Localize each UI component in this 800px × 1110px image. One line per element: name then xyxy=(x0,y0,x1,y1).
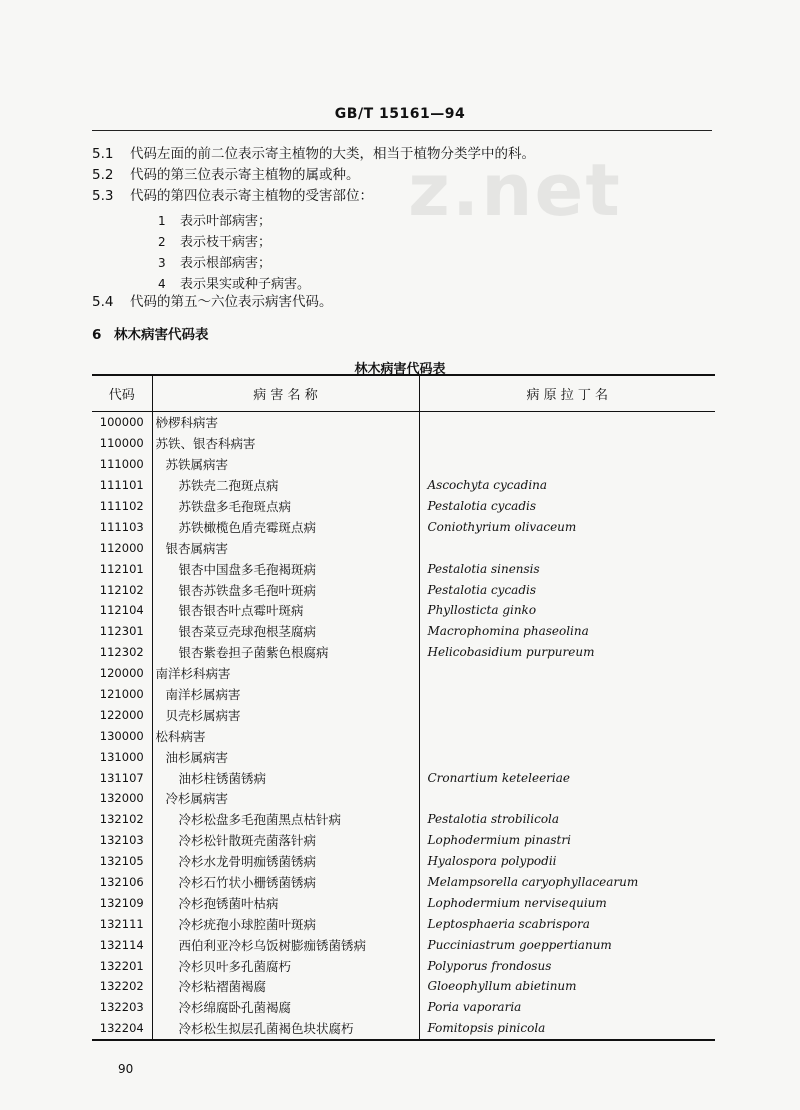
column-header-latin: 病 原 拉 丁 名 xyxy=(419,375,715,412)
pathogen-latin-cell: Melampsorella caryophyllacearum xyxy=(419,872,715,893)
disease-name-cell: 苏铁属病害 xyxy=(152,454,419,475)
sub-item-number: 4 xyxy=(158,277,166,291)
table-row xyxy=(92,746,715,767)
pathogen-latin-cell: Helicobasidium purpureum xyxy=(419,642,715,663)
disease-name-cell: 冷杉水龙骨明痂锈菌锈病 xyxy=(152,851,419,872)
pathogen-latin-cell: Polyporus frondosus xyxy=(419,955,715,976)
pathogen-latin-cell: Pestalotia cycadis xyxy=(419,496,715,517)
table-row xyxy=(92,621,715,642)
pathogen-latin-cell: Lophodermium pinastri xyxy=(419,830,715,851)
disease-name-cell: 冷杉石竹状小栅锈菌锈病 xyxy=(152,872,419,893)
code-cell: 132111 xyxy=(99,916,144,931)
sub-item-3 xyxy=(158,252,271,271)
disease-name-cell: 银杏紫卷担子菌紫色根腐病 xyxy=(152,642,419,663)
code-cell: 132114 xyxy=(99,937,144,952)
code-cell: 132105 xyxy=(99,854,144,869)
pathogen-latin-cell: Pestalotia sinensis xyxy=(419,558,715,579)
table-row xyxy=(92,600,715,621)
disease-name-cell: 冷杉松盘多毛孢菌黑点枯针病 xyxy=(152,809,419,830)
table-row xyxy=(92,809,715,830)
table-row xyxy=(92,934,715,955)
table-body xyxy=(92,412,715,1040)
sub-item-number: 1 xyxy=(158,214,166,228)
code-cell: 122000 xyxy=(99,707,144,722)
disease-name-cell: 苏铁、银杏科病害 xyxy=(152,433,419,454)
code-cell: 112102 xyxy=(99,582,144,597)
sub-item-4 xyxy=(158,273,310,292)
header-rule xyxy=(92,130,712,131)
pathogen-latin-cell: Macrophomina phaseolina xyxy=(419,621,715,642)
table-row xyxy=(92,976,715,997)
clause-number: 5.4 xyxy=(92,294,114,310)
pathogen-latin-cell: Ascochyta cycadina xyxy=(419,475,715,496)
pathogen-latin-cell xyxy=(419,684,715,705)
clause-5-4 xyxy=(92,292,732,312)
table-row xyxy=(92,454,715,475)
sub-item-text: 表示根部病害； xyxy=(180,256,272,271)
code-cell: 131000 xyxy=(99,749,144,764)
pathogen-latin-cell xyxy=(419,725,715,746)
clause-number: 5.1 xyxy=(92,146,114,162)
disease-name-cell: 冷杉贝叶多孔菌腐朽 xyxy=(152,955,419,976)
sub-item-text: 表示枝干病害； xyxy=(180,235,272,250)
section-number: 6 xyxy=(92,327,102,343)
code-cell: 111102 xyxy=(99,499,144,513)
table-row xyxy=(92,642,715,663)
pathogen-latin-cell: Gloeophyllum abietinum xyxy=(419,976,715,997)
disease-name-cell: 苏铁壳二孢斑点病 xyxy=(152,475,419,496)
code-cell: 120000 xyxy=(99,666,144,681)
code-cell: 112301 xyxy=(99,624,144,639)
disease-name-cell: 银杏中国盘多毛孢褐斑病 xyxy=(152,558,419,579)
table-row xyxy=(92,892,715,913)
disease-name-cell: 松科病害 xyxy=(152,725,419,746)
pathogen-latin-cell: Cronartium keteleeriae xyxy=(419,767,715,788)
code-cell: 111101 xyxy=(99,478,144,493)
code-cell: 100000 xyxy=(99,415,144,430)
disease-name-cell: 冷杉松生拟层孔菌褐色块状腐朽 xyxy=(152,1018,419,1040)
code-cell: 132203 xyxy=(99,1000,144,1015)
table-row xyxy=(92,851,715,872)
code-cell: 132202 xyxy=(99,979,144,994)
page-number: 90 xyxy=(118,1062,134,1076)
clause-5-3 xyxy=(92,186,732,206)
code-cell: 132106 xyxy=(99,875,144,890)
table-row xyxy=(92,704,715,725)
disease-name-cell: 油杉柱锈菌锈病 xyxy=(152,767,419,788)
disease-name-cell: 银杏菜豆壳球孢根茎腐病 xyxy=(152,621,419,642)
code-cell: 132204 xyxy=(92,1018,152,1040)
pathogen-latin-cell: Lophodermium nervisequium xyxy=(419,892,715,913)
table-row xyxy=(92,516,715,537)
code-cell: 132102 xyxy=(99,812,144,827)
pathogen-latin-cell xyxy=(419,704,715,725)
disease-name-cell: 冷杉属病害 xyxy=(152,788,419,809)
sub-item-1 xyxy=(158,210,271,229)
clause-text: 代码的第四位表示寄主植物的受害部位： xyxy=(130,188,373,204)
disease-name-cell: 冷杉松针散斑壳菌落针病 xyxy=(152,830,419,851)
watermark: z.net xyxy=(408,148,622,232)
table-row xyxy=(92,788,715,809)
code-cell: 111000 xyxy=(99,457,144,472)
clause-5-1 xyxy=(92,144,732,164)
code-cell: 112101 xyxy=(99,561,144,576)
disease-name-cell: 冷杉粘褶菌褐腐 xyxy=(152,976,419,997)
disease-code-table xyxy=(92,374,715,1041)
column-header-code: 代码 xyxy=(92,375,152,412)
table-row xyxy=(92,913,715,934)
table-row xyxy=(92,537,715,558)
pathogen-latin-cell: Poria vaporaria xyxy=(419,997,715,1018)
code-cell: 132000 xyxy=(99,791,144,806)
section-title: 林木病害代码表 xyxy=(114,327,209,343)
code-cell: 111103 xyxy=(99,519,144,534)
pathogen-latin-cell: Pestalotia strobilicola xyxy=(419,809,715,830)
disease-name-cell: 冷杉孢锈菌叶枯病 xyxy=(152,892,419,913)
clause-text: 代码的第三位表示寄主植物的属或种。 xyxy=(130,167,360,183)
disease-name-cell: 冷杉绵腐卧孔菌褐腐 xyxy=(152,997,419,1018)
pathogen-latin-cell: Hyalospora polypodii xyxy=(419,851,715,872)
sub-item-text: 表示叶部病害； xyxy=(180,214,272,229)
disease-name-cell: 西伯利亚冷杉乌饭树膨痂锈菌锈病 xyxy=(152,934,419,955)
pathogen-latin-cell xyxy=(419,454,715,475)
clause-5-2 xyxy=(92,165,732,185)
pathogen-latin-cell xyxy=(419,412,715,433)
disease-name-cell: 油杉属病害 xyxy=(152,746,419,767)
table-row xyxy=(92,1018,715,1040)
clause-number: 5.2 xyxy=(92,167,114,183)
table-row xyxy=(92,412,715,433)
disease-name-cell: 苏铁橄榄色盾壳霉斑点病 xyxy=(152,516,419,537)
table-row xyxy=(92,725,715,746)
code-cell: 121000 xyxy=(99,687,144,702)
clause-text: 代码的第五～六位表示病害代码。 xyxy=(130,294,333,310)
disease-name-cell: 银杏银杏叶点霉叶斑病 xyxy=(152,600,419,621)
code-cell: 130000 xyxy=(99,728,144,743)
disease-name-cell: 冷杉疣孢小球腔菌叶斑病 xyxy=(152,913,419,934)
disease-name-cell: 银杏属病害 xyxy=(152,537,419,558)
table-row xyxy=(92,872,715,893)
disease-name-cell: 南洋杉属病害 xyxy=(152,684,419,705)
pathogen-latin-cell xyxy=(419,433,715,454)
pathogen-latin-cell xyxy=(419,788,715,809)
code-cell: 112104 xyxy=(99,603,144,618)
sub-item-text: 表示果实或种子病害。 xyxy=(180,277,311,292)
table-title: 林木病害代码表 xyxy=(354,362,446,377)
table-row xyxy=(92,433,715,454)
code-cell: 132103 xyxy=(99,833,144,848)
code-cell: 131107 xyxy=(99,770,144,785)
sub-item-2 xyxy=(158,231,271,250)
table-row xyxy=(92,830,715,851)
page-header: GB/T 15161—94 xyxy=(334,106,466,122)
column-header-name: 病 害 名 称 xyxy=(152,375,419,412)
disease-name-cell: 贝壳杉属病害 xyxy=(152,704,419,725)
table-header-row xyxy=(92,375,715,412)
pathogen-latin-cell: Coniothyrium olivaceum xyxy=(419,516,715,537)
pathogen-latin-cell: Pucciniastrum goeppertianum xyxy=(419,934,715,955)
disease-name-cell: 银杏苏铁盘多毛孢叶斑病 xyxy=(152,579,419,600)
table-row xyxy=(92,579,715,600)
section-heading xyxy=(92,323,209,343)
pathogen-latin-cell: Phyllosticta ginko xyxy=(419,600,715,621)
table-row xyxy=(92,767,715,788)
pathogen-latin-cell xyxy=(419,537,715,558)
pathogen-latin-cell: Leptosphaeria scabrispora xyxy=(419,913,715,934)
table-row xyxy=(92,955,715,976)
pathogen-latin-cell xyxy=(419,663,715,684)
table-row xyxy=(92,997,715,1018)
pathogen-latin-cell: Pestalotia cycadis xyxy=(419,579,715,600)
code-cell: 132109 xyxy=(99,895,144,910)
pathogen-latin-cell xyxy=(419,746,715,767)
pathogen-latin-cell: Fomitopsis pinicola xyxy=(419,1018,715,1040)
disease-name-cell: 桫椤科病害 xyxy=(152,412,419,433)
code-cell: 112302 xyxy=(99,645,144,660)
table-row xyxy=(92,684,715,705)
disease-name-cell: 苏铁盘多毛孢斑点病 xyxy=(152,496,419,517)
disease-name-cell: 南洋杉科病害 xyxy=(152,663,419,684)
table-row xyxy=(92,663,715,684)
table-row xyxy=(92,475,715,496)
sub-item-number: 2 xyxy=(158,235,166,249)
clause-text: 代码左面的前二位表示寄主植物的大类，相当于植物分类学中的科。 xyxy=(130,146,535,162)
sub-item-number: 3 xyxy=(158,256,166,270)
code-cell: 132201 xyxy=(99,958,144,973)
table-row xyxy=(92,558,715,579)
table-row xyxy=(92,496,715,517)
clause-number: 5.3 xyxy=(92,188,114,204)
code-cell: 110000 xyxy=(99,436,144,451)
code-cell: 112000 xyxy=(99,540,144,555)
